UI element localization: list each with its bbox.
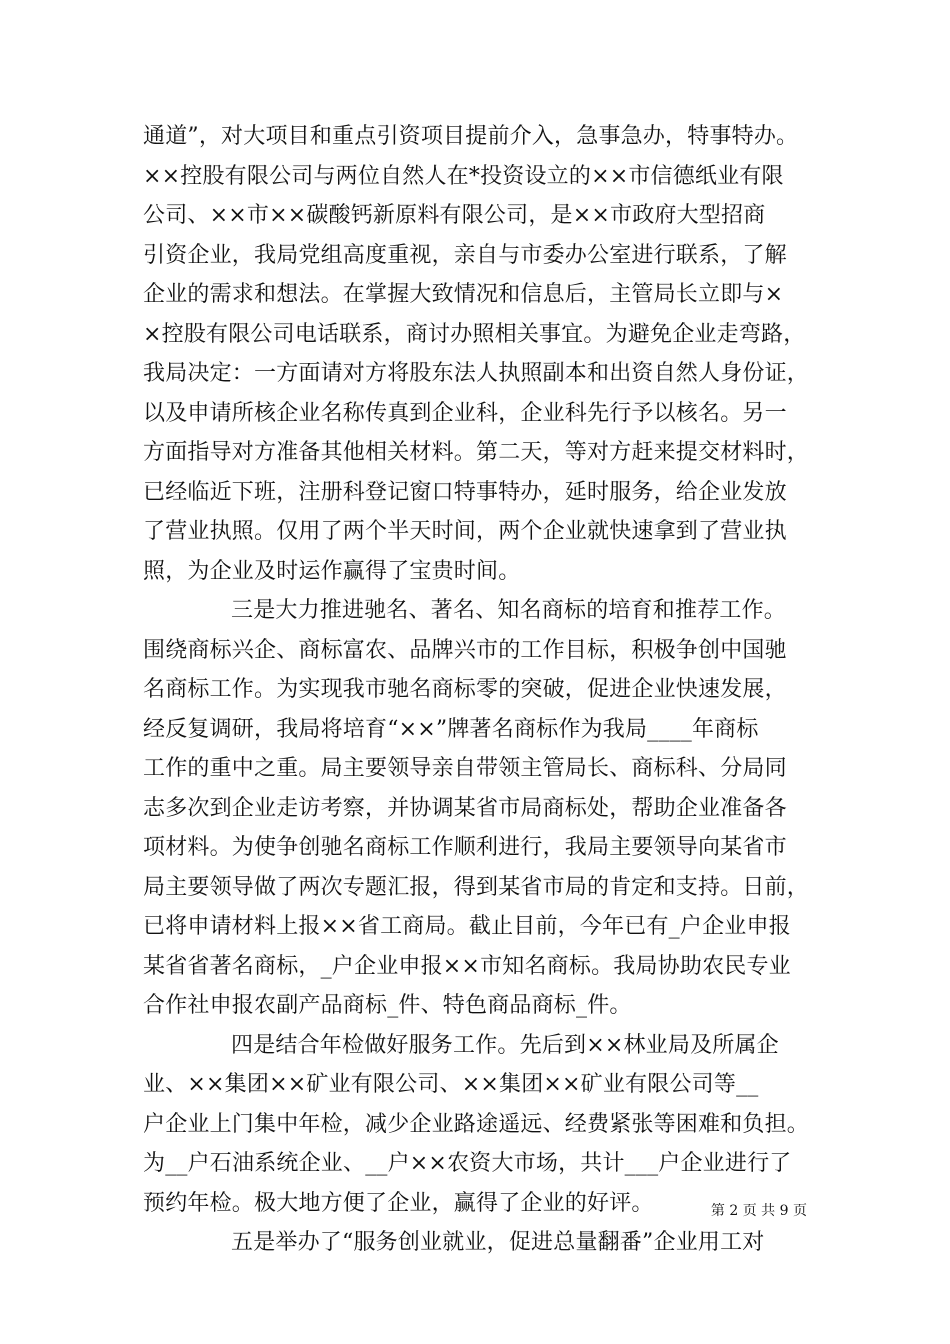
text-line: 志多次到企业走访考察，并协调某省市局商标处，帮助企业准备各 [143,795,787,821]
text-line: 经反复调研，我局将培育“××”牌著名商标作为我局____年商标 [143,716,759,742]
text-line: 户企业上门集中年检，减少企业路途遥远、经费紧张等困难和负担。 [143,1111,810,1137]
text-line: 合作社申报农副产品商标_件、特色商品商标_件。 [143,993,632,1018]
page-number-footer: 第 2 页 共 9 页 [710,1203,807,1219]
paragraph-heading-3: 三是大力推进驰名、著名、知名商标的培育和推荐工作。 [231,598,787,623]
text-line: 为__户石油系统企业、__户××农资大市场，共计___户企业进行了 [143,1151,792,1176]
text-line: 方面指导对方准备其他相关材料。第二天，等对方赶来提交材料时， [143,440,810,465]
text-line: 项材料。为使争创驰名商标工作顺利进行，我局主要领导向某省市 [143,835,787,860]
text-line: 预约年检。极大地方便了企业，赢得了企业的好评。 [143,1190,654,1216]
paragraph-heading-5: 五是举办了“服务创业就业，促进总量翻番”企业用工对 [231,1230,765,1255]
text-line: 工作的重中之重。局主要领导亲自带领主管局长、商标科、分局同 [143,756,787,781]
text-line: 某省省著名商标，_户企业申报××市知名商标。我局协助农民专业 [143,953,791,979]
document-body [143,117,823,1263]
text-line: 我局决定：一方面请对方将股东法人执照副本和出资自然人身份证， [143,361,810,386]
text-line: ××控股有限公司与两位自然人在*投资设立的××市信德纸业有限 [143,163,784,189]
text-line: 企业的需求和想法。在掌握大致情况和信息后，主管局长立即与× [143,282,784,307]
text-line: 已经临近下班，注册科登记窗口特事特办，延时服务，给企业发放 [143,479,787,505]
text-line: 局主要领导做了两次专题汇报，得到某省市局的肯定和支持。日前， [143,874,810,900]
text-line: 了营业执照。仅用了两个半天时间，两个企业就快速拿到了营业执 [143,519,787,544]
text-line: 通道”，对大项目和重点引资项目提前介入，急事急办，特事特办。 [143,124,799,149]
text-line: 业、××集团××矿业有限公司、××集团××矿业有限公司等__ [143,1072,759,1097]
text-line: 已将申请材料上报××省工商局。截止目前，今年已有_户企业申报 [143,914,791,939]
text-line: ×控股有限公司电话联系，商讨办照相关事宜。为避免企业走弯路， [143,321,806,347]
text-line: 围绕商标兴企、商标富农、品牌兴市的工作目标，积极争创中国驰 [143,637,787,663]
text-line: 以及申请所核企业名称传真到企业科，企业科先行予以核名。另一 [143,400,787,426]
text-line: 名商标工作。为实现我市驰名商标零的突破，促进企业快速发展， [143,677,787,702]
paragraph-heading-4: 四是结合年检做好服务工作。先后到××林业局及所属企 [231,1032,779,1058]
text-line: 公司、××市××碳酸钙新原料有限公司，是××市政府大型招商 [143,203,766,228]
text-line: 引资企业，我局党组高度重视，亲自与市委办公室进行联系，了解 [143,242,787,268]
text-line: 照，为企业及时运作赢得了宝贵时间。 [143,558,521,584]
